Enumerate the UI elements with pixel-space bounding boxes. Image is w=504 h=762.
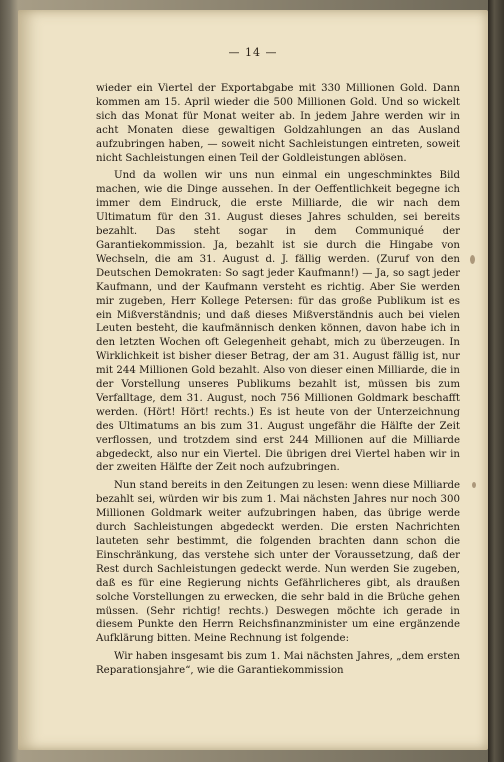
paragraph: Nun stand bereits in den Zeitungen zu lesen: wenn diese Milliarde bezahlt sei, würden wir bis zum 1. Mai nächsten Jahres nur noch 300 Millionen Goldmark weiter aufzubringen haben, das übrige werde durch Sachleistungen abgedeckt werden. Die ersten Nachrichten lauteten sehr bestimmt, die folgenden brachten dann schon die Einschränkung, das verstehe sich unter der Voraussetzung, daß der Rest durch Sachleistungen gedeckt werde. Nun werden Sie zugeben, daß es für eine Regierung nichts Gefährlicheres gibt, als draußen solche Vorstellungen zu erwecken, die sehr bald in die Brüche gehen müssen. (Sehr richtig! rechts.) Deswegen möchte ich gerade in diesem Punkte den Herrn Reichsfinanzminister um eine ergänzende Aufklärung bitten. Meine Rechnung ist folgende:	[96, 480, 460, 645]
body-text	[96, 82, 460, 678]
book-binding-edge	[488, 0, 504, 762]
paragraph: Wir haben insgesamt bis zum 1. Mai nächsten Jahres, „dem ersten Reparationsjahre“, wie die Garantiekommission	[96, 651, 460, 677]
ink-stain	[470, 255, 475, 264]
paragraph: Und da wollen wir uns nun einmal ein ungeschminktes Bild machen, wie die Dinge aussehen. In der Oeffentlichkeit begegne ich immer dem Eindruck, die erste Milliarde, die wir nach dem Ultimatum für den 31. August dieses Jahres schulden, sei bereits bezahlt. Das steht sogar in dem Communiqué der Garantiekommission. Ja, bezahlt ist sie durch die Hingabe von Wechseln, die am 31. August d. J. fällig werden. (Zuruf von den Deutschen Demokraten: So sagt jeder Kaufmann!) — Ja, so sagt jeder Kaufmann, und der Kaufmann versteht es richtig. Aber Sie werden mir zugeben, Herr Kollege Petersen: für das große Publikum ist es ein Mißverständnis; und daß dieses Mißverständnis auch bei vielen Leuten besteht, die kaufmännisch denken können, davon habe ich in den letzten Wochen oft Gelegenheit gehabt, mich zu überzeugen. In Wirklichkeit ist bisher dieser Betrag, der am 31. August fällig ist, nur mit 244 Millionen Gold bezahlt. Also von dieser einen Milliarde, die in der Vorstellung unseres Publikums bezahlt ist, müssen bis zum Verfalltage, dem 31. August, noch 756 Millionen Goldmark beschafft werden. (Hört! Hört! rechts.) Es ist heute von der Unterzeichnung des Ultimatums an bis zum 31. August ungefähr die Hälfte der Zeit verflossen, und trotzdem sind erst 244 Millionen auf die Milliarde abgedeckt, also nur ein Viertel. Die übrigen drei Viertel haben wir in der zweiten Hälfte der Zeit noch aufzubringen.	[96, 170, 460, 474]
page-number: — 14 —	[228, 46, 278, 59]
paragraph: wieder ein Viertel der Exportabgabe mit 330 Millionen Gold. Dann kommen am 15. April wieder die 500 Millionen Gold. Und so wickelt sich das Monat für Monat weiter ab. In jedem Jahre werden wir in acht Monaten diese gewaltigen Goldzahlungen an das Ausland aufzubringen haben, — soweit nicht Sachleistungen eintreten, soweit nicht Sachleistungen einen Teil der Goldleistungen ablösen.	[96, 83, 460, 164]
ink-stain	[472, 482, 476, 488]
book-page	[18, 10, 488, 750]
